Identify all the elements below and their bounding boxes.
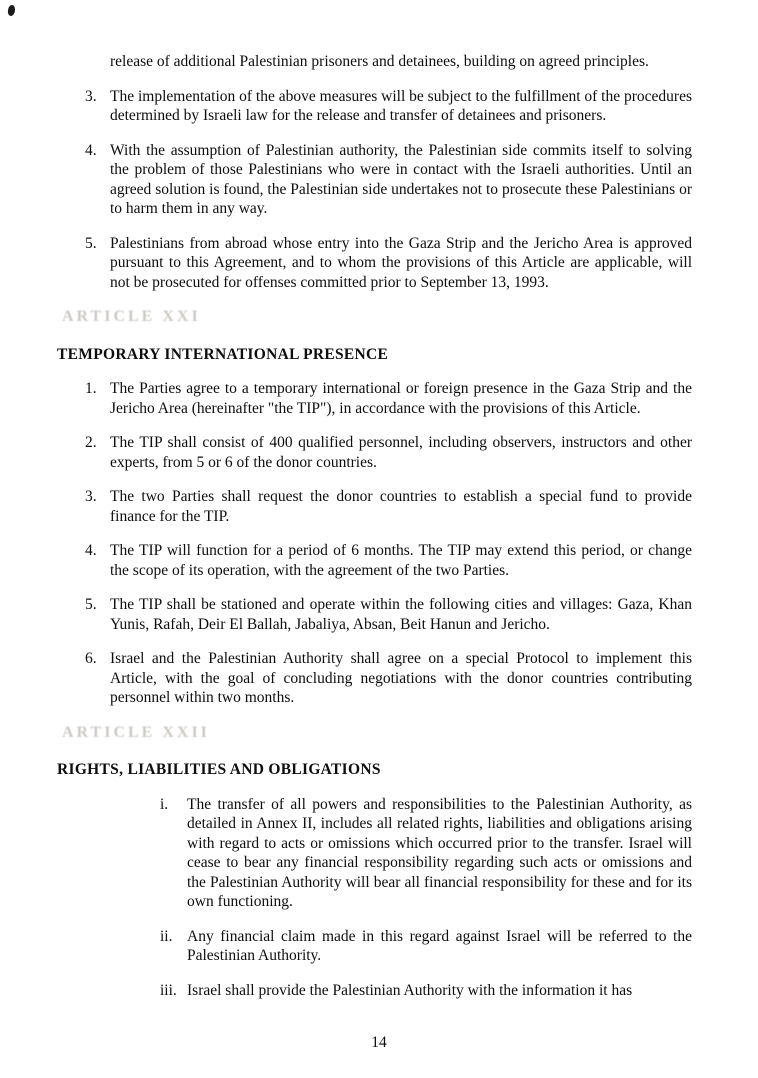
list-item: [85, 487, 692, 526]
article-xxi-heading: TEMPORARY INTERNATIONAL PRESENCE: [57, 345, 389, 363]
item-text: Israel shall provide the Palestinian Authority with the information it has: [187, 981, 633, 999]
item-number: 6.: [85, 650, 97, 667]
item-text: Palestinians from abroad whose entry into the Gaza Strip and the Jericho Area is approved pursuant to this Agreement, and to whom the provisions of this Article are applicable, will not be prosecuted for offenses committed prior to September 13, 1993.: [110, 234, 692, 291]
item-text: The Parties agree to a temporary international or foreign presence in the Gaza Strip and the Jericho Area (hereinafter "the TIP"), in accordance with the provisions of this Article.: [110, 380, 692, 417]
list-item: [85, 141, 692, 219]
item-number: iii.: [160, 981, 177, 999]
item-number: i.: [160, 795, 169, 813]
list-item: [160, 981, 692, 1001]
list-item: [85, 234, 692, 293]
item-number: 4.: [85, 141, 97, 159]
list-item: [85, 87, 692, 126]
item-text: Any financial claim made in this regard against Israel will be referred to the Palestinian Authority.: [187, 927, 692, 964]
article-xxi-list: [57, 379, 692, 708]
item-number: 4.: [85, 542, 97, 559]
list-item: [160, 795, 692, 912]
item-text: The TIP will function for a period of 6 months. The TIP may extend this period, or change the scope of its operation, with the agreement of the two Parties.: [110, 542, 692, 579]
list-item: [160, 927, 692, 966]
list-item: [85, 379, 692, 418]
item-number: 1.: [85, 380, 97, 397]
article-xxii-list: [57, 795, 692, 1001]
item-text: The two Parties shall request the donor countries to establish a special fund to provide finance for the TIP.: [110, 488, 692, 525]
continuation-paragraph: release of additional Palestinian prisoners and detainees, building on agreed principles.: [110, 53, 649, 70]
item-number: 3.: [85, 87, 97, 105]
item-number: 2.: [85, 434, 97, 451]
item-text: The TIP shall consist of 400 qualified personnel, including observers, instructors and other experts, from 5 or 6 of the donor countries.: [110, 434, 692, 471]
item-number: 5.: [85, 596, 97, 613]
item-number: 5.: [85, 234, 97, 252]
scan-artifact: [7, 4, 16, 16]
list-item: [85, 541, 692, 580]
list-item: [85, 595, 692, 634]
item-number: ii.: [160, 927, 173, 945]
article-xxii-heading: RIGHTS, LIABILITIES AND OBLIGATIONS: [57, 761, 381, 778]
article-xxii-faded-label: ARTICLE XXII: [62, 723, 210, 741]
list-item: [85, 433, 692, 472]
item-number: 3.: [85, 488, 97, 505]
page-number: 14: [371, 1033, 387, 1051]
prisoners-list: [57, 87, 692, 293]
item-text: The TIP shall be stationed and operate within the following cities and villages: Gaza, Khan Yunis, Rafah, Deir El Ballah, Jabaliya, Absan, Beit Hanun and Jericho.: [110, 596, 692, 633]
list-item: [85, 649, 692, 708]
article-xxi-faded-label: ARTICLE XXI: [62, 308, 201, 325]
item-text: With the assumption of Palestinian authority, the Palestinian side commits itself to solving the problem of those Palestinians who were in contact with the Israeli authorities. Until an agreed solution is found, the Palestinian side undertakes not to prosecute these Palestinians or to harm them in any way.: [110, 141, 692, 217]
item-text: The implementation of the above measures will be subject to the fulfillment of the procedures determined by Israeli law for the release and transfer of detainees and prisoners.: [110, 87, 692, 124]
item-text: Israel and the Palestinian Authority shall agree on a special Protocol to implement this Article, with the goal of concluding negotiations with the donor countries contributing personnel within two months.: [110, 650, 692, 706]
item-text: The transfer of all powers and responsibilities to the Palestinian Authority, as detailed in Annex II, includes all related rights, liabilities and obligations arising with regard to acts or omissions which occurred prior to the transfer. Israel will cease to bear any financial responsibility regarding such acts or omissions and the Palestinian Authority will bear all financial responsibility for these and for its own functioning.: [187, 795, 692, 910]
